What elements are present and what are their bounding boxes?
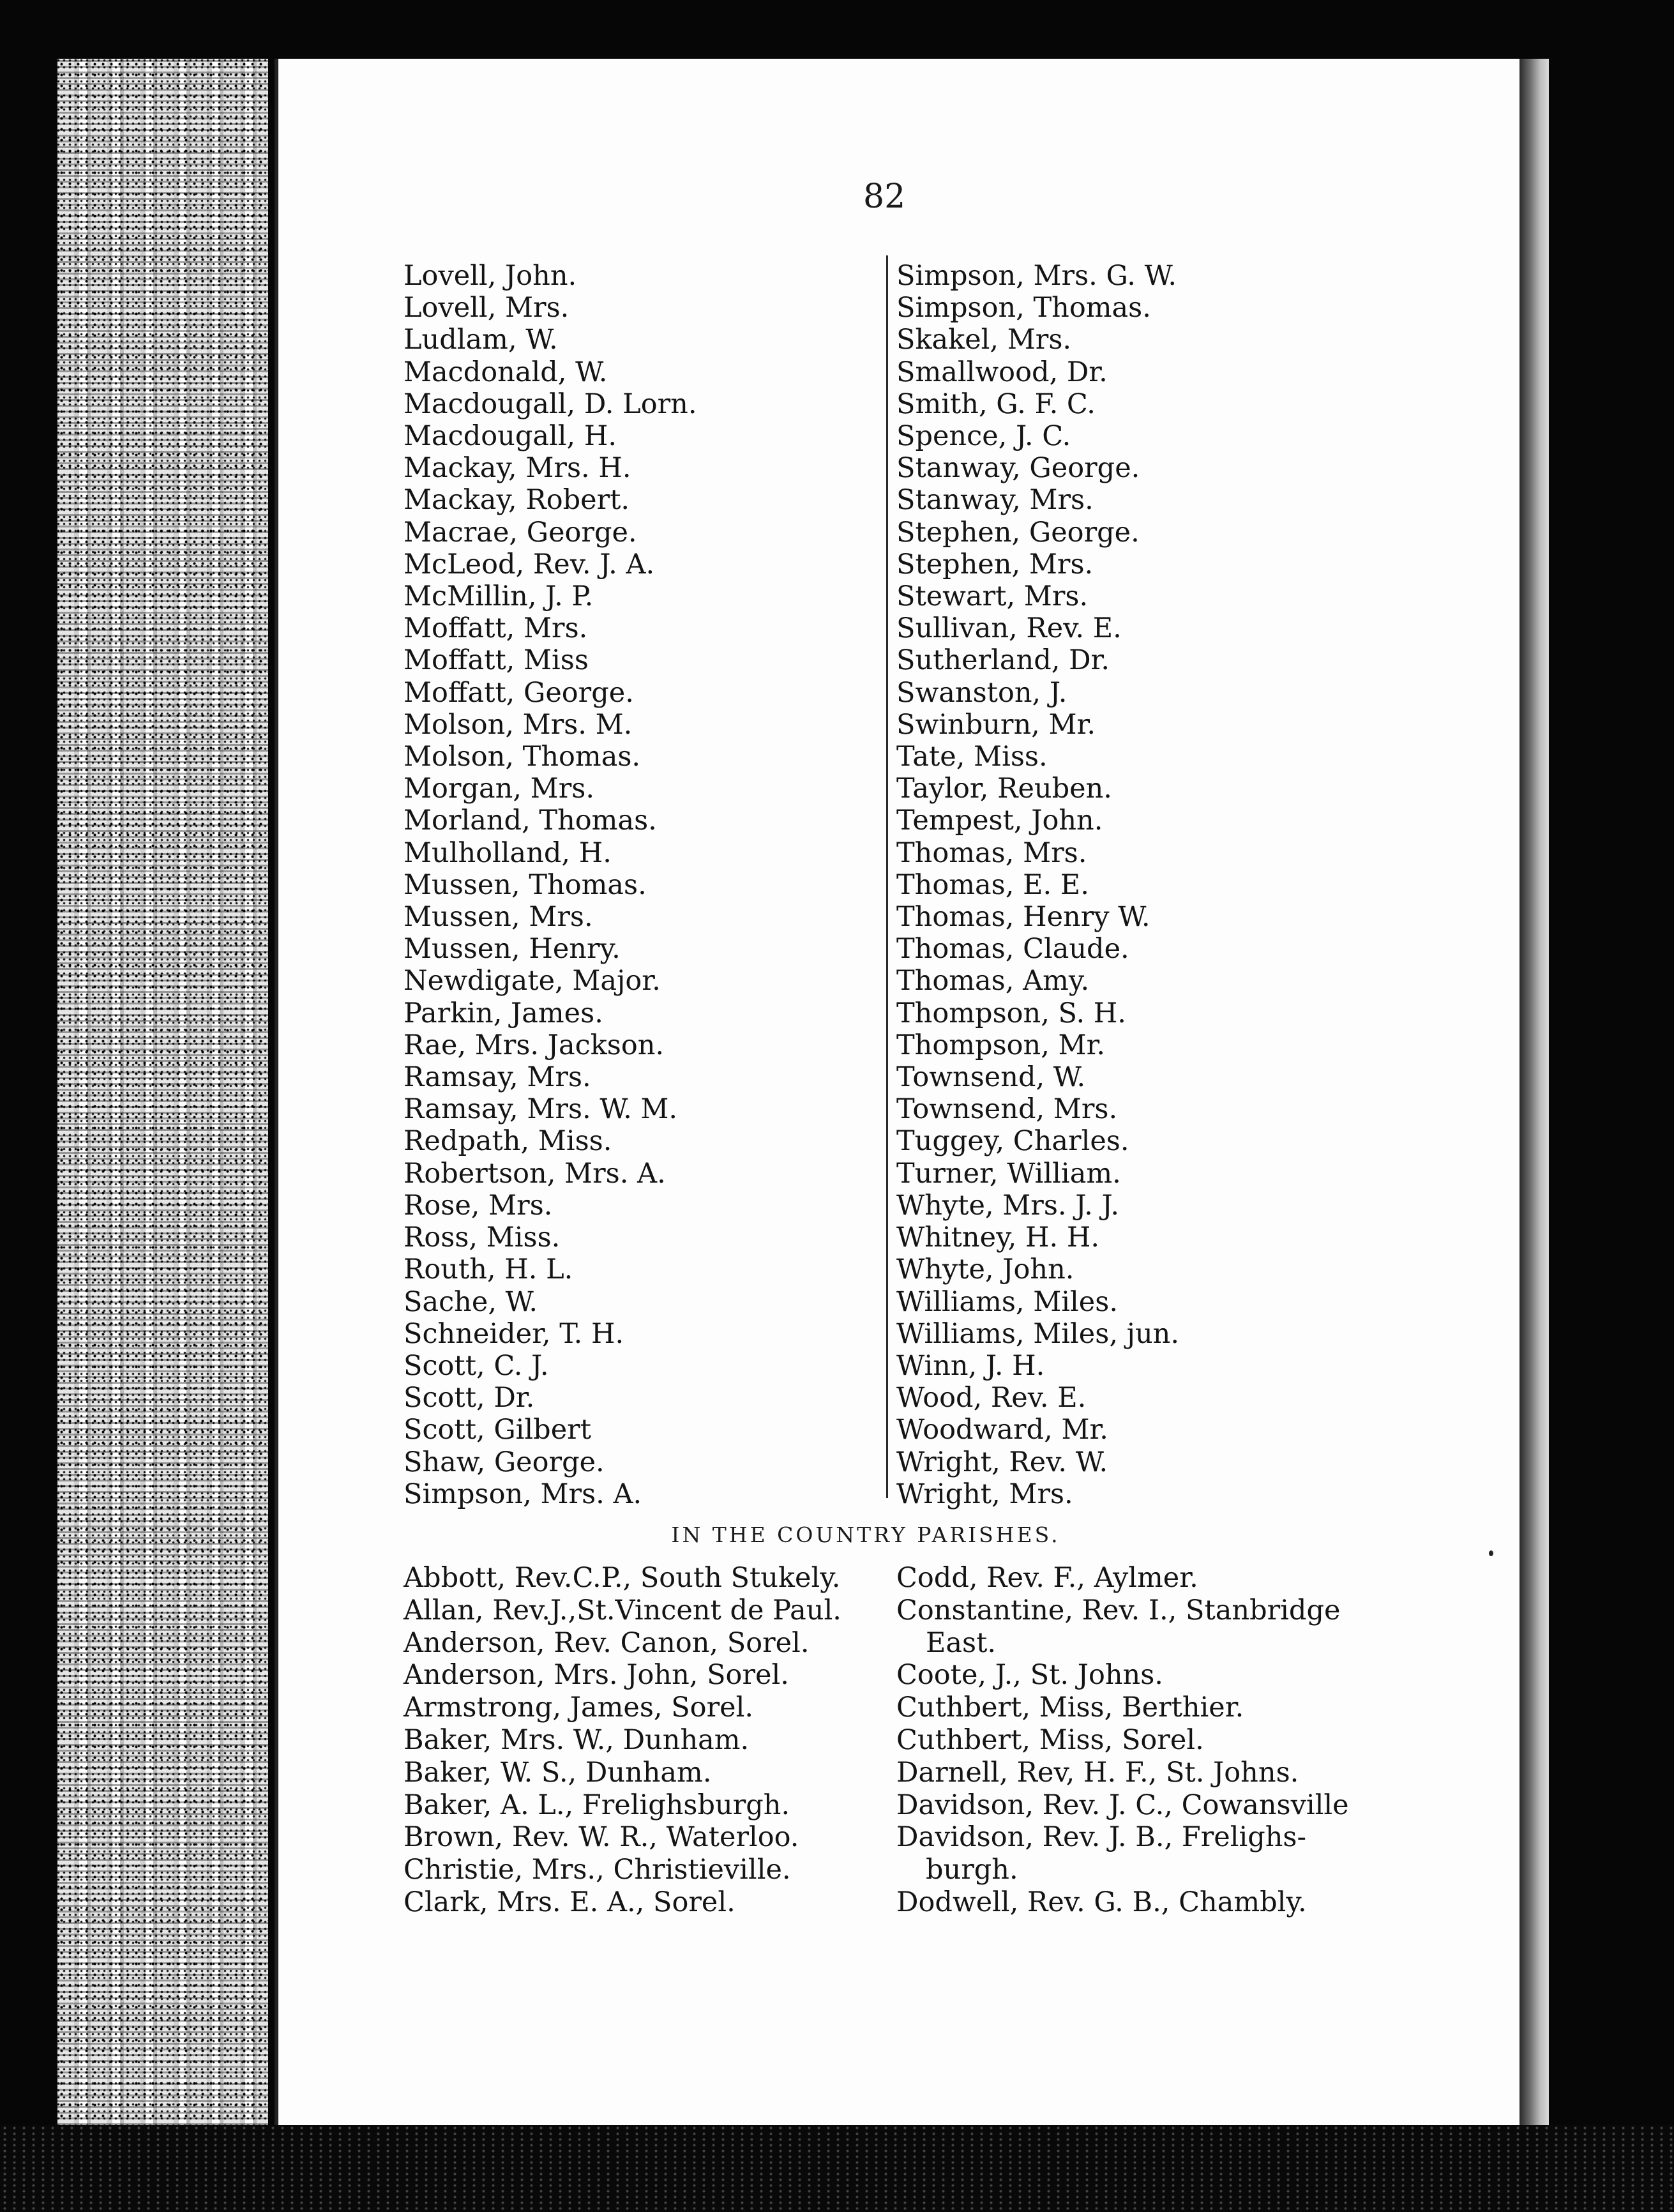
country-list-left-column [403,1562,841,1919]
list-item: Redpath, Miss. [403,1125,612,1158]
list-item: Moffatt, Mrs. [403,612,588,645]
list-item: Molson, Mrs. M. [403,708,633,741]
city-list-right-column [896,260,1179,1510]
list-item: Baker, W. S., Dunham. [403,1756,712,1789]
list-item: Lovell, John. [403,260,577,292]
country-list-right-column [896,1562,1349,1919]
list-item: Allan, Rev.J.,St.Vincent de Paul. [403,1594,841,1626]
list-item: Christie, Mrs., Christieville. [403,1854,791,1886]
list-item: Skakel, Mrs. [896,324,1072,356]
list-item: Thomas, Claude. [896,933,1129,966]
list-item: Sutherland, Dr. [896,644,1110,677]
list-item: Winn, J. H. [896,1349,1045,1382]
list-item: Taylor, Reuben. [896,773,1112,805]
list-item: Spence, J. C. [896,420,1071,453]
list-item: Thomas, Henry W. [896,901,1150,934]
list-item: Tate, Miss. [896,741,1048,773]
list-item: Sullivan, Rev. E. [896,612,1122,645]
list-item: Simpson, Mrs. A. [403,1478,642,1510]
list-item: Mussen, Thomas. [403,868,647,901]
list-item: Williams, Miles. [896,1285,1118,1318]
list-item: Swinburn, Mr. [896,708,1096,741]
list-item: Constantine, Rev. I., Stanbridge [896,1594,1341,1626]
list-item-continuation: East. [926,1626,997,1659]
list-item: Stanway, George. [896,452,1140,485]
list-item: Brown, Rev. W. R., Waterloo. [403,1821,799,1854]
list-item: Mackay, Mrs. H. [403,452,631,485]
list-item: Macdougall, H. [403,420,617,453]
list-item: Scott, Dr. [403,1382,535,1414]
list-item: Thomas, E. E. [896,868,1089,901]
list-item: Thompson, Mr. [896,1029,1106,1061]
page-edge-left [57,59,268,2125]
list-item: Thomas, Amy. [896,965,1090,997]
list-item: Davidson, Rev. J. C., Cowansville [896,1789,1349,1821]
list-item: Scott, C. J. [403,1349,549,1382]
list-item: Simpson, Mrs. G. W. [896,260,1177,292]
list-item: McLeod, Rev. J. A. [403,548,655,580]
list-item: Rose, Mrs. [403,1189,553,1222]
list-item: Coote, J., St. Johns. [896,1659,1163,1692]
list-item: Baker, Mrs. W., Dunham. [403,1723,750,1756]
list-item: Darnell, Rev, H. F., St. Johns. [896,1756,1299,1789]
list-item: Rae, Mrs. Jackson. [403,1029,665,1061]
list-item: Dodwell, Rev. G. B., Chambly. [896,1886,1307,1918]
list-item: Wood, Rev. E. [896,1382,1087,1414]
list-item: Routh, H. L. [403,1254,573,1286]
list-item: Townsend, W. [896,1061,1086,1094]
list-item: Molson, Thomas. [403,741,641,773]
list-item: Newdigate, Major. [403,965,661,997]
list-item: Tempest, John. [896,805,1103,837]
list-item: Stanway, Mrs. [896,484,1094,517]
list-item: Lovell, Mrs. [403,292,569,324]
list-item: Parkin, James. [403,997,603,1029]
list-item: Stephen, George. [896,516,1140,549]
list-item: Smallwood, Dr. [896,356,1108,388]
list-item: Ross, Miss. [403,1222,561,1254]
list-item: Williams, Miles, jun. [896,1317,1180,1350]
list-item: Ramsay, Mrs. W. M. [403,1093,678,1126]
list-item: McMillin, J. P. [403,580,594,613]
page-edge-right [1519,59,1549,2125]
list-item: Schneider, T. H. [403,1317,624,1350]
column-divider [886,255,888,1498]
list-item: Mulholland, H. [403,837,612,869]
list-item: Armstrong, James, Sorel. [403,1692,753,1724]
city-list-left-column [403,260,697,1510]
list-item: Stephen, Mrs. [896,548,1094,580]
list-item: Clark, Mrs. E. A., Sorel. [403,1886,735,1918]
list-item: Macrae, George. [403,516,637,549]
list-item: Ludlam, W. [403,324,558,356]
list-item: Cuthbert, Miss, Berthier. [896,1692,1244,1724]
list-item: Stewart, Mrs. [896,580,1089,613]
ink-speck [1489,1550,1493,1556]
list-item: Mussen, Mrs. [403,901,593,934]
list-item: Woodward, Mr. [896,1414,1108,1446]
list-item: Thompson, S. H. [896,997,1126,1029]
list-item: Moffatt, Miss [403,644,589,677]
list-item: Morgan, Mrs. [403,773,594,805]
list-item: Moffatt, George. [403,676,634,709]
list-item: Ramsay, Mrs. [403,1061,591,1094]
list-item: Whyte, Mrs. J. J. [896,1189,1120,1222]
list-item: Anderson, Rev. Canon, Sorel. [403,1626,810,1659]
list-item: Mackay, Robert. [403,484,630,517]
list-item: Robertson, Mrs. A. [403,1157,666,1190]
list-item: Davidson, Rev. J. B., Frelighs- [896,1821,1307,1854]
list-item: Wright, Mrs. [896,1478,1073,1510]
list-item: Turner, William. [896,1157,1121,1190]
list-item: Townsend, Mrs. [896,1093,1118,1126]
list-item: Sache, W. [403,1285,538,1318]
list-item: Thomas, Mrs. [896,837,1087,869]
list-item: Codd, Rev. F., Aylmer. [896,1562,1198,1594]
list-item-continuation: burgh. [926,1854,1018,1886]
list-item: Shaw, George. [403,1446,605,1478]
list-item: Whitney, H. H. [896,1222,1099,1254]
list-item: Mussen, Henry. [403,933,621,966]
list-item: Morland, Thomas. [403,805,657,837]
list-item: Macdougall, D. Lorn. [403,388,697,420]
list-item: Whyte, John. [896,1254,1075,1286]
page-number: 82 [863,178,906,216]
section-heading: IN THE COUNTRY PARISHES. [671,1522,1060,1547]
scan-bottom-border [0,2125,1674,2212]
list-item: Macdonald, W. [403,356,608,388]
list-item: Baker, A. L., Frelighsburgh. [403,1789,790,1821]
list-item: Swanston, J. [896,676,1067,709]
list-item: Scott, Gilbert [403,1414,591,1446]
list-item: Simpson, Thomas. [896,292,1151,324]
list-item: Anderson, Mrs. John, Sorel. [403,1659,789,1692]
list-item: Wright, Rev. W. [896,1446,1108,1478]
list-item: Tuggey, Charles. [896,1125,1129,1158]
list-item: Cuthbert, Miss, Sorel. [896,1723,1204,1756]
list-item: Abbott, Rev.C.P., South Stukely. [403,1562,841,1594]
list-item: Smith, G. F. C. [896,388,1096,420]
